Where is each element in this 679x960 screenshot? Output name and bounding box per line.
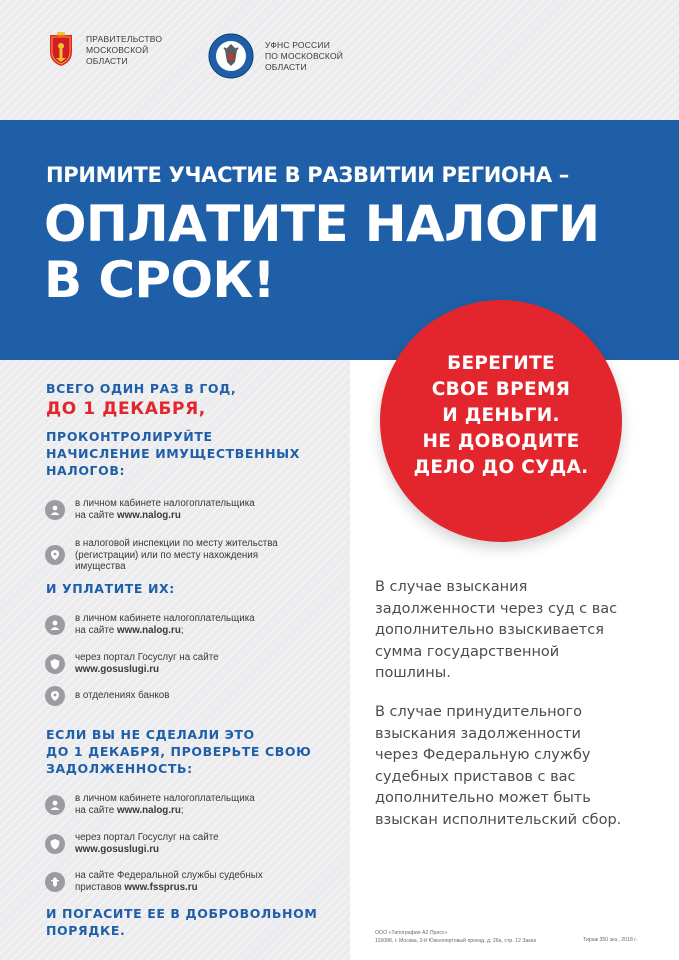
item-line: на сайте Федеральной службы судебных (75, 870, 263, 881)
warning-line: И ДЕНЬГИ. (442, 405, 560, 426)
item-text (75, 498, 255, 521)
item-line: через портал Госуслуг на сайте (75, 652, 219, 663)
fns-logo (207, 32, 375, 80)
control-line: НАЧИСЛЕНИЕ ИМУЩЕСТВЕННЫХ (46, 446, 300, 461)
nalog-link[interactable]: www.nalog.ru (116, 509, 181, 521)
item-line (75, 882, 263, 894)
list-item (45, 832, 219, 855)
headline-title (44, 196, 599, 308)
item-line (75, 664, 219, 676)
outro-text (46, 905, 317, 939)
fns-line: УФНС РОССИИ (265, 39, 331, 50)
item-line: в личном кабинете налогоплательщика (75, 613, 255, 624)
item-prefix: на сайте (75, 624, 117, 636)
headline-line: В СРОК! (44, 251, 275, 309)
location-pin-icon (45, 545, 65, 565)
person-icon (45, 615, 65, 635)
gosuslugi-link[interactable]: www.gosuslugi.ru (75, 663, 160, 675)
bailiff-emblem-icon (45, 872, 65, 892)
item-line: в личном кабинете налогоплательщика (75, 793, 255, 804)
item-prefix: на сайте (75, 509, 117, 521)
paragraph-line: взыскан исполнительский сбор. (375, 811, 622, 828)
list-item (45, 498, 255, 521)
warning-line: БЕРЕГИТЕ (447, 353, 555, 374)
check-title (46, 726, 311, 777)
item-line (75, 844, 219, 856)
item-text (75, 870, 263, 893)
imprint-line: ООО «Типография А2 Пресс» (375, 930, 448, 936)
paragraph-line: В случае принудительного (375, 704, 583, 720)
list-item (45, 652, 219, 675)
pay-line: И УПЛАТИТЕ ИХ: (46, 581, 175, 596)
government-label (86, 34, 196, 67)
gov-line: ПРАВИТЕЛЬСТВО (86, 33, 163, 44)
item-line: (регистрации) или по месту нахождения (75, 549, 259, 561)
item-text (75, 538, 278, 573)
court-paragraph (375, 577, 617, 685)
intro-line: ВСЕГО ОДИН РАЗ В ГОД, (46, 381, 237, 396)
imprint-line: 115088, г. Москва, 2-й Южнопортовый проезд, д. 26а, стр. 12 Заказ (375, 937, 536, 944)
control-title (46, 428, 300, 479)
item-line (75, 625, 255, 637)
headline-subtitle: ПРИМИТЕ УЧАСТИЕ В РАЗВИТИИ РЕГИОНА – (46, 163, 570, 187)
paragraph-line: задолженности через суд с вас (375, 600, 618, 617)
warning-text (380, 351, 622, 481)
list-item (45, 870, 263, 893)
item-prefix: приставов (75, 881, 125, 893)
federal-tax-service-emblem-icon (207, 32, 255, 80)
item-text (75, 613, 255, 636)
control-line: НАЛОГОВ: (46, 463, 126, 478)
check-line: ДО 1 ДЕКАБРЯ, ПРОВЕРЬТЕ СВОЮ (46, 744, 312, 759)
print-run: Тираж 350 экз., 2018 г. (583, 937, 637, 943)
warning-line: СВОЕ ВРЕМЯ (431, 379, 571, 400)
item-line: имущества (75, 561, 126, 572)
item-text (75, 793, 255, 816)
paragraph-line: судебных приставов с вас (375, 768, 576, 785)
fns-line: ПО МОСКОВСКОЙ (265, 50, 344, 61)
fns-label (265, 40, 375, 73)
gov-line: ОБЛАСТИ (86, 55, 128, 66)
check-line: ЕСЛИ ВЫ НЕ СДЕЛАЛИ ЭТО (46, 727, 255, 742)
warning-line: ДЕЛО ДО СУДА. (413, 457, 589, 478)
intro-text (46, 380, 236, 397)
government-logo (46, 32, 196, 68)
print-imprint (375, 930, 536, 945)
outro-line: ПОРЯДКЕ. (46, 923, 126, 938)
fns-line: ОБЛАСТИ (265, 61, 307, 72)
paragraph-line: дополнительно взыскивается (375, 622, 604, 638)
check-line: ЗАДОЛЖЕННОСТЬ: (46, 761, 193, 776)
gov-line: МОСКОВСКОЙ (86, 44, 149, 55)
item-suffix: ; (180, 804, 184, 816)
list-item (45, 613, 255, 636)
paragraph-line: пошлины. (375, 665, 451, 681)
item-line: через портал Госуслуг на сайте (75, 832, 219, 843)
list-item (45, 538, 278, 573)
moscow-region-coat-of-arms-icon (46, 32, 76, 68)
headline-line: ОПЛАТИТЕ НАЛОГИ (44, 195, 600, 253)
item-line (75, 510, 255, 522)
item-text (75, 652, 219, 675)
location-pin-icon (45, 686, 65, 706)
item-text (75, 832, 219, 855)
item-line: в личном кабинете налогоплательщика (75, 498, 255, 509)
bailiff-paragraph (375, 702, 621, 831)
item-prefix: на сайте (75, 804, 117, 816)
deadline-date: ДО 1 ДЕКАБРЯ, (46, 399, 206, 419)
person-icon (45, 795, 65, 815)
pay-title (46, 580, 175, 597)
person-icon (45, 500, 65, 520)
paragraph-line: взыскания задолженности (375, 725, 581, 742)
nalog-link[interactable]: www.nalog.ru (116, 804, 181, 816)
shield-icon (45, 834, 65, 854)
shield-icon (45, 654, 65, 674)
gosuslugi-link[interactable]: www.gosuslugi.ru (75, 843, 160, 855)
paragraph-line: сумма государственной (375, 643, 560, 660)
item-text (75, 690, 169, 702)
list-item (45, 686, 169, 706)
item-suffix: ; (180, 624, 184, 636)
list-item (45, 793, 255, 816)
fssprus-link[interactable]: www.fssprus.ru (124, 881, 198, 893)
paragraph-line: В случае взыскания (375, 579, 528, 595)
item-line: в отделениях банков (75, 690, 170, 702)
item-line: в налоговой инспекции по месту жительства (75, 538, 278, 549)
outro-line: И ПОГАСИТЕ ЕЕ В ДОБРОВОЛЬНОМ (46, 906, 318, 921)
nalog-link[interactable]: www.nalog.ru (116, 624, 181, 636)
paragraph-line: дополнительно может быть (375, 790, 591, 806)
item-line (75, 805, 255, 817)
paragraph-line: через Федеральную службу (375, 747, 591, 763)
control-line: ПРОКОНТРОЛИРУЙТЕ (46, 429, 213, 444)
warning-line: НЕ ДОВОДИТЕ (422, 431, 580, 452)
